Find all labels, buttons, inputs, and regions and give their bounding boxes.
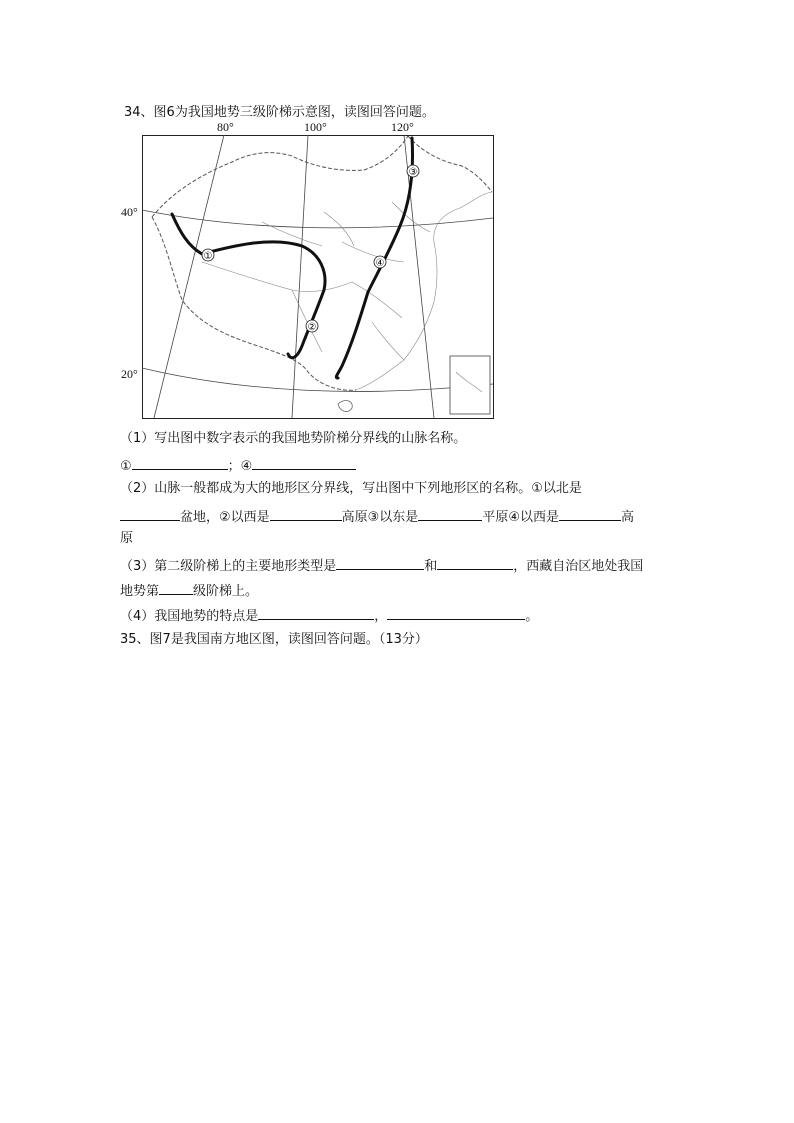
marker-1: ① <box>203 251 213 262</box>
blank-basin[interactable] <box>120 506 180 521</box>
text-terrain-features: （4）我国地势的特点是 <box>120 609 259 624</box>
marker-3: ③ <box>408 167 418 178</box>
longitude-label-100: 100° <box>304 120 327 134</box>
text-comma: ， <box>374 609 388 624</box>
text-period: 。 <box>525 609 539 624</box>
text-step-prefix: 地势第 <box>120 584 160 599</box>
blank-mountain-1[interactable] <box>132 455 228 470</box>
text-plain: 平原④以西是 <box>482 510 559 525</box>
longitude-label-120: 120° <box>391 120 414 134</box>
sub-question-2-line1: （2）山脉一般都成为大的地形区分界线，写出图中下列地形区的名称。①以北是 <box>120 481 582 496</box>
china-terrain-steps-map <box>142 122 494 422</box>
text-tibet: ，西藏自治区地处我国 <box>513 559 644 574</box>
sub-question-3-line1 <box>120 555 643 576</box>
text-step-suffix: 级阶梯上。 <box>193 584 259 599</box>
sub-question-3-line2 <box>120 580 258 601</box>
blank-plateau-4[interactable] <box>559 506 621 521</box>
text-plateau: 高原③以东是 <box>341 510 419 525</box>
question-35-title: 35、图7是我国南方地区图，读图回答问题。（13分） <box>120 632 428 647</box>
blank-mountain-4[interactable] <box>252 455 356 470</box>
sub-question-1-prompt: （1）写出图中数字表示的我国地势阶梯分界线的山脉名称。 <box>120 431 467 446</box>
question-34-title: 34、图6为我国地势三级阶梯示意图，读图回答问题。 <box>124 105 435 120</box>
text-terrain-types: （3）第二级阶梯上的主要地形类型是 <box>120 559 337 574</box>
blank-step-number[interactable] <box>159 580 193 595</box>
longitude-label-80: 80° <box>217 120 234 134</box>
marker-4: ④ <box>375 258 385 269</box>
sub-question-1-answers <box>120 455 356 476</box>
blank-terrain-a[interactable] <box>336 555 424 570</box>
latitude-label-20: 20° <box>121 367 138 381</box>
answer-label-4: ；④ <box>227 459 253 474</box>
sub-question-4 <box>120 605 538 626</box>
latitude-label-40: 40° <box>121 205 138 219</box>
text-basin: 盆地，②以西是 <box>180 510 270 525</box>
blank-plain[interactable] <box>418 506 482 521</box>
sub-question-2-line3: 原 <box>120 531 134 546</box>
blank-feature-1[interactable] <box>258 605 374 620</box>
blank-terrain-b[interactable] <box>437 555 513 570</box>
blank-feature-2[interactable] <box>387 605 525 620</box>
text-and: 和 <box>424 559 438 574</box>
sub-question-2-line2 <box>120 506 634 527</box>
blank-plateau-2[interactable] <box>270 506 342 521</box>
text-gao: 高 <box>620 510 634 525</box>
marker-2: ② <box>307 322 317 333</box>
answer-label-1: ① <box>120 459 132 474</box>
